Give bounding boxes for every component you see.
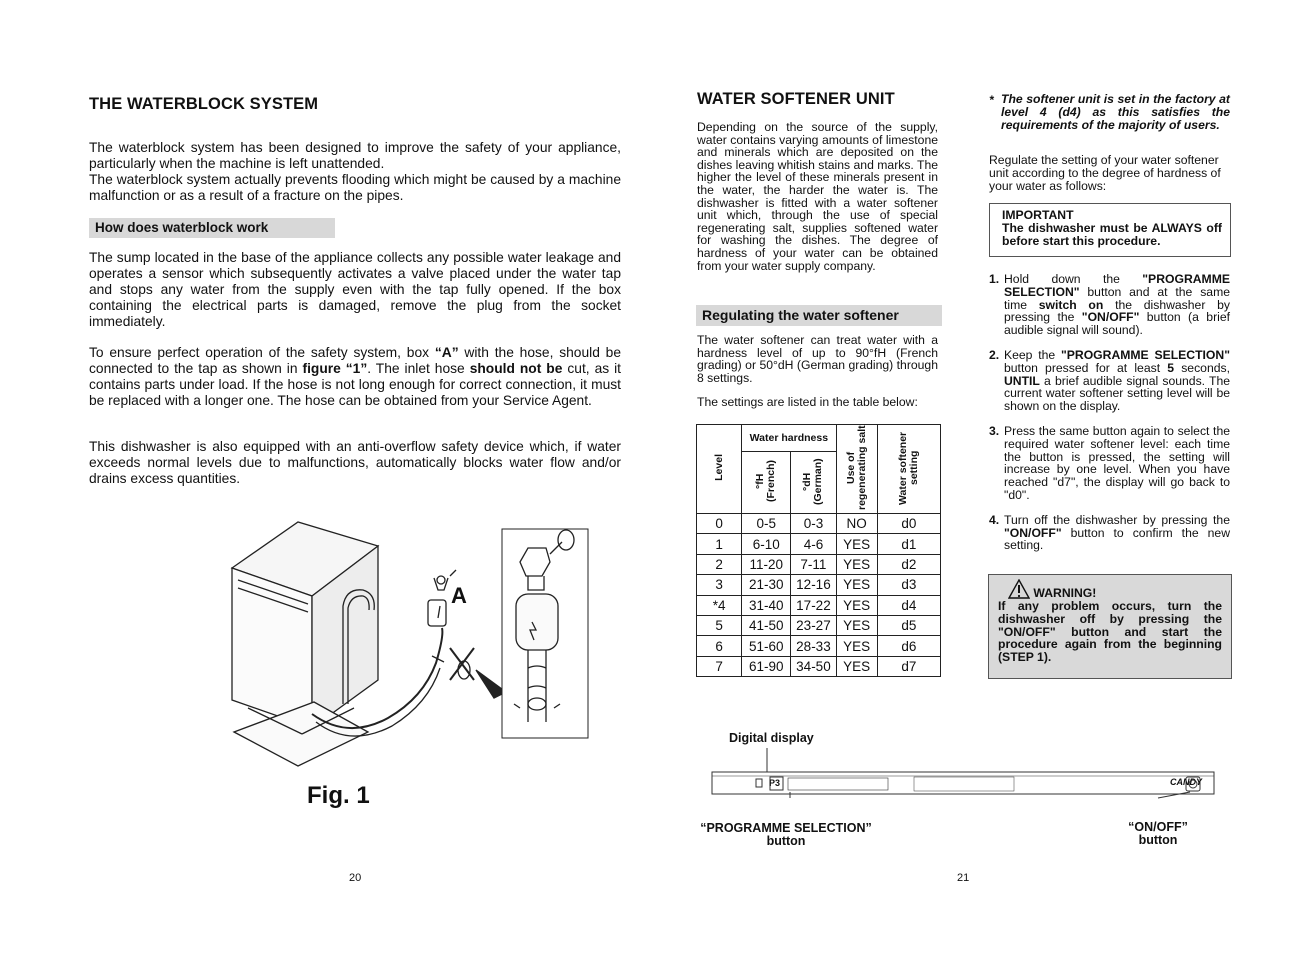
- cell-level: 1: [697, 534, 742, 554]
- water-softener-title: WATER SOFTENER UNIT: [697, 90, 895, 108]
- warning-box: [988, 574, 1232, 679]
- cell-setting: d4: [877, 595, 940, 615]
- cell-fh: 61-90: [742, 656, 791, 676]
- panel-display-digits: P3: [769, 778, 781, 788]
- table-header-row-1: [697, 425, 941, 452]
- header-fh: °fH (French): [742, 452, 791, 514]
- regulating-softener-heading: Regulating the water softener: [696, 305, 942, 326]
- waterblock-intro: [89, 140, 621, 204]
- cell-salt: YES: [836, 636, 877, 656]
- cell-fh: 0-5: [742, 514, 791, 534]
- factory-setting-note: * The softener unit is set in the factory at level 4 (d4) as this satisfies the requirements of the majority of users.: [989, 92, 1230, 132]
- cell-setting: d7: [877, 656, 940, 676]
- cell-setting: d0: [877, 514, 940, 534]
- settings-table-intro: The settings are listed in the table below:: [697, 395, 918, 409]
- important-box: [989, 203, 1231, 257]
- table-row: [697, 554, 941, 574]
- programme-selection-caption: “PROGRAMME SELECTION” button: [700, 821, 872, 848]
- cell-dh: 4-6: [791, 534, 836, 554]
- cell-level: *4: [697, 595, 742, 615]
- cell-salt: YES: [836, 595, 877, 615]
- table-row: [697, 656, 941, 676]
- cell-salt: YES: [836, 575, 877, 595]
- cell-setting: d6: [877, 636, 940, 656]
- cell-level: 3: [697, 575, 742, 595]
- cell-salt: YES: [836, 554, 877, 574]
- waterblock-intro-1: The waterblock system has been designed to improve the safety of your appliance, particularly when the machine is left unattended.: [89, 140, 621, 171]
- table-row: [697, 514, 941, 534]
- cell-fh: 6-10: [742, 534, 791, 554]
- cell-fh: 41-50: [742, 615, 791, 635]
- warning-title: WARNING!: [1033, 586, 1097, 600]
- procedure-steps: [989, 273, 1230, 564]
- dishwasher-drawing: [232, 522, 506, 766]
- cell-level: 5: [697, 615, 742, 635]
- regulate-instructions: Regulate the setting of your water softener unit according to the degree of hardness of your water as follows:: [989, 153, 1221, 193]
- cell-salt: NO: [836, 514, 877, 534]
- cell-dh: 23-27: [791, 615, 836, 635]
- cell-dh: 12-16: [791, 575, 836, 595]
- cell-setting: d1: [877, 534, 940, 554]
- procedure-step: 2. Keep the "PROGRAMME SELECTION" button pressed for at least 5 seconds, UNTIL a brief audible signal sounds. The current water softener setting level will be shown on the display.: [989, 347, 1230, 414]
- cell-dh: 7-11: [791, 554, 836, 574]
- cell-level: 7: [697, 656, 742, 676]
- cell-setting: d3: [877, 575, 940, 595]
- procedure-step: 4. Turn off the dishwasher by pressing the "ON/OFF" button to confirm the new setting.: [989, 512, 1230, 553]
- waterblock-para-3: This dishwasher is also equipped with an anti-overflow safety device which, if water exceeds normal levels due to malfunctions, automatically blocks water flow and/or drains excess quantities.: [89, 439, 621, 486]
- cell-setting: d5: [877, 615, 940, 635]
- table-row: [697, 595, 941, 615]
- header-dh: °dH (German): [791, 452, 836, 514]
- cell-fh: 21-30: [742, 575, 791, 595]
- warning-title-row: [998, 579, 1222, 600]
- procedure-step: 3. Press the same button again to select the required water softener level: each time the button is pressed, the setting will increase by one level. When you have reached "d7", the display will go back to "d0".: [989, 423, 1230, 502]
- cell-salt: YES: [836, 615, 877, 635]
- table-row: [697, 615, 941, 635]
- warning-text: If any problem occurs, turn the dishwasher off by pressing the "ON/OFF" button and start the procedure again from the beginning (STEP 1).: [998, 599, 1222, 665]
- table-row: [697, 534, 941, 554]
- water-hardness-table: [696, 424, 941, 677]
- header-water-hardness: Water hardness: [742, 425, 836, 452]
- page-number-right: 21: [957, 872, 970, 884]
- digital-display-label: Digital display: [729, 731, 814, 745]
- header-level: Level: [697, 425, 742, 514]
- cell-dh: 34-50: [791, 656, 836, 676]
- cell-dh: 17-22: [791, 595, 836, 615]
- figure-1-illustration: [228, 518, 593, 783]
- header-setting: Water softener setting: [877, 425, 940, 514]
- brand-logo: CANDY: [1170, 777, 1203, 787]
- tap-detail-drawing: [502, 529, 588, 738]
- cell-level: 0: [697, 514, 742, 534]
- cell-fh: 31-40: [742, 595, 791, 615]
- table-row: [697, 575, 941, 595]
- cell-salt: YES: [836, 656, 877, 676]
- water-softener-intro: Depending on the source of the supply, water contains varying amounts of limestone and minerals which are deposited on the dishes leaving whitish stains and marks. The higher the level of these minerals present in the water, the harder the water is. The dishwasher is fitted with a water softener unit which, through the use of special regenerating salt, supplies softened water for washing the dishes. The degree of hardness of your water can be obtained from your water supply company.: [697, 120, 938, 273]
- waterblock-intro-2: The waterblock system actually prevents flooding which might be caused by a machine malfunction or as a result of a fracture on the pipes.: [89, 172, 621, 203]
- cell-setting: d2: [877, 554, 940, 574]
- warning-triangle-icon: [1008, 579, 1030, 599]
- important-text: The dishwasher must be ALWAYS off before start this procedure.: [1002, 221, 1222, 248]
- cell-level: 6: [697, 636, 742, 656]
- cell-fh: 11-20: [742, 554, 791, 574]
- header-salt: Use of regenerating salt: [836, 425, 877, 514]
- waterblock-para-2: To ensure perfect operation of the safety system, box “A” with the hose, should be connected to the tap as shown in figure “1”. The inlet hose should not be cut, as it contains parts under load. If the hose is not long enough for correct connection, it must be replaced with a longer one. The hose can be obtained from your Service Agent.: [89, 345, 622, 408]
- procedure-step: 1. Hold down the "PROGRAMME SELECTION" button and at the same time switch on the dishwasher by pressing the "ON/OFF" button (a brief audible signal will sound).: [989, 272, 1230, 338]
- waterblock-title: THE WATERBLOCK SYSTEM: [89, 95, 319, 113]
- panel-model-text: [716, 776, 717, 782]
- cell-dh: 0-3: [791, 514, 836, 534]
- how-waterblock-works-heading: How does waterblock work: [89, 218, 335, 238]
- cell-dh: 28-33: [791, 636, 836, 656]
- important-title: IMPORTANT: [1002, 208, 1074, 222]
- softener-capacity-text: The water softener can treat water with a hardness level of up to 90°fH (French grading) or 50°dH (German grading) through 8 settings.: [697, 333, 938, 385]
- cell-level: 2: [697, 554, 742, 574]
- cell-fh: 51-60: [742, 636, 791, 656]
- figure-label-a: A: [451, 583, 467, 608]
- waterblock-para-1: The sump located in the base of the appliance collects any possible water leakage and operates a sensor which subsequently activates a valve placed under the water tap and stops any water from the supply even with the tap fully opened. If the box containing the electrical parts is damaged, remove the plug from the socket immediately.: [89, 250, 621, 329]
- table-row: [697, 636, 941, 656]
- onoff-caption: “ON/OFF” button: [1128, 820, 1188, 847]
- figure-1-caption: Fig. 1: [307, 782, 370, 809]
- control-panel-illustration: [708, 748, 1218, 800]
- cell-salt: YES: [836, 534, 877, 554]
- page-number-left: 20: [349, 872, 362, 884]
